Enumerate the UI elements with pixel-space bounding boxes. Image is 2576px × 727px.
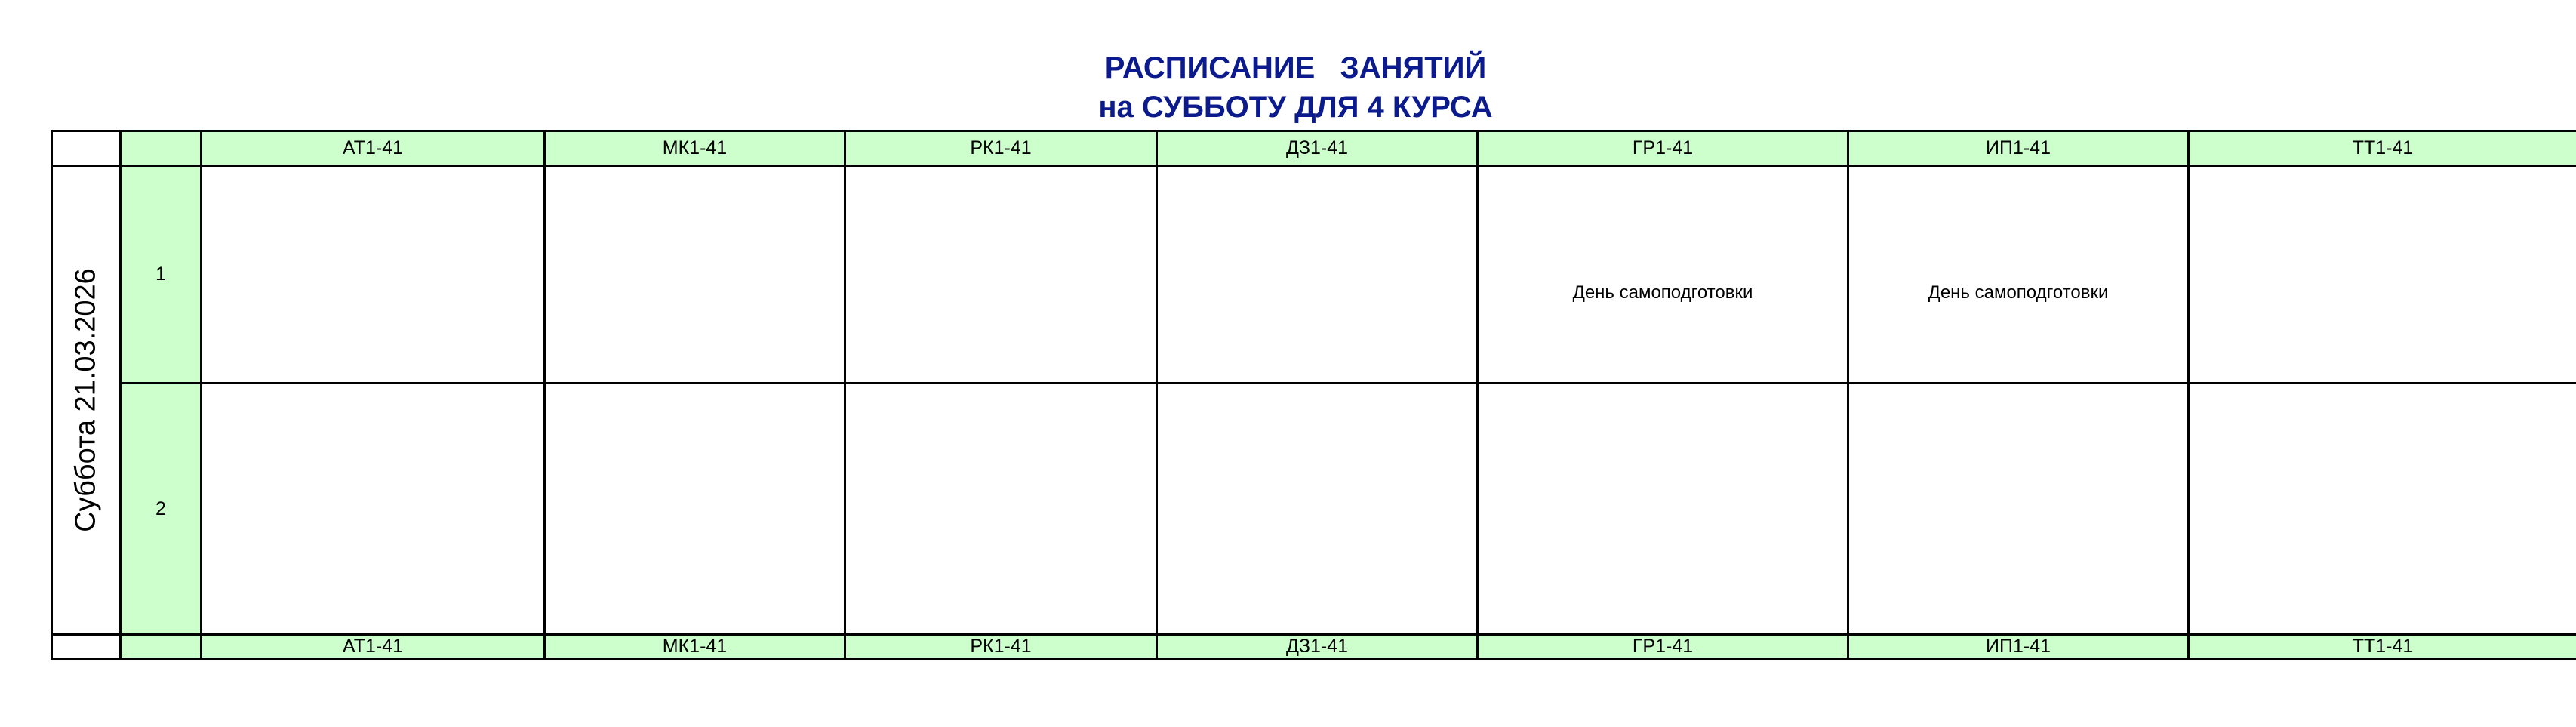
group-header-rk1-41: РК1-41 [845,131,1157,166]
lesson-cell [1157,166,1478,384]
pair-number: 2 [121,384,202,635]
lesson-text [1158,257,1476,293]
lesson-text [546,491,844,527]
group-footer-gr1-41: ГР1-41 [1478,635,1848,659]
lesson-cell [845,384,1157,635]
lesson-cell [202,166,545,384]
group-header-at1-41: АТ1-41 [202,131,545,166]
group-header-ip1-41: ИП1-41 [1848,131,2189,166]
lesson-text [546,257,844,293]
day-cell [52,166,121,635]
lesson-text [1849,491,2187,527]
group-header-gr1-41: ГР1-41 [1478,131,1848,166]
lesson-cell [1157,384,1478,635]
lesson-text [1158,491,1476,527]
group-footer-dz1-41: ДЗ1-41 [1157,635,1478,659]
pair-number: 1 [121,166,202,384]
group-header-mk1-41: МК1-41 [545,131,845,166]
group-footer-tt1-41: ТТ1-41 [2189,635,2576,659]
schedule-subtitle: на СУББОТУ ДЛЯ 4 КУРСА [1098,91,1493,124]
group-header-tt1-41: ТТ1-41 [2189,131,2576,166]
header-row [52,131,2576,166]
lesson-text [846,257,1156,293]
lesson-cell [1848,166,2189,384]
lesson-cell [545,166,845,384]
lesson-cell [545,384,845,635]
lesson-cell [2189,166,2576,384]
group-footer-rk1-41: РК1-41 [845,635,1157,659]
lesson-text [202,491,543,527]
footer-corner [52,635,121,659]
lesson-text: День самоподготовки [1928,282,2109,303]
schedule-title: РАСПИСАНИЕ ЗАНЯТИЙ [1104,51,1487,85]
schedule-table [51,130,2576,660]
pair-row-2 [52,384,2576,635]
lesson-cell [1478,384,1848,635]
group-footer-mk1-41: МК1-41 [545,635,845,659]
group-header-dz1-41: ДЗ1-41 [1157,131,1478,166]
lesson-text: День самоподготовки [1572,282,1753,303]
header-corner [52,131,121,166]
lesson-cell [202,384,545,635]
lesson-text [846,491,1156,527]
lesson-cell [845,166,1157,384]
lesson-text [1479,491,1847,527]
pair-row-1 [52,166,2576,384]
lesson-text [202,257,543,293]
group-footer-ip1-41: ИП1-41 [1848,635,2189,659]
footer-pair-corner [121,635,202,659]
lesson-text [2190,491,2576,527]
lesson-cell [1848,384,2189,635]
group-footer-at1-41: АТ1-41 [202,635,545,659]
day-label: Суббота 21.03.2026 [69,268,102,532]
lesson-cell [2189,384,2576,635]
header-pair-corner [121,131,202,166]
lesson-text [2190,257,2576,293]
lesson-cell [1478,166,1848,384]
footer-row [52,635,2576,659]
